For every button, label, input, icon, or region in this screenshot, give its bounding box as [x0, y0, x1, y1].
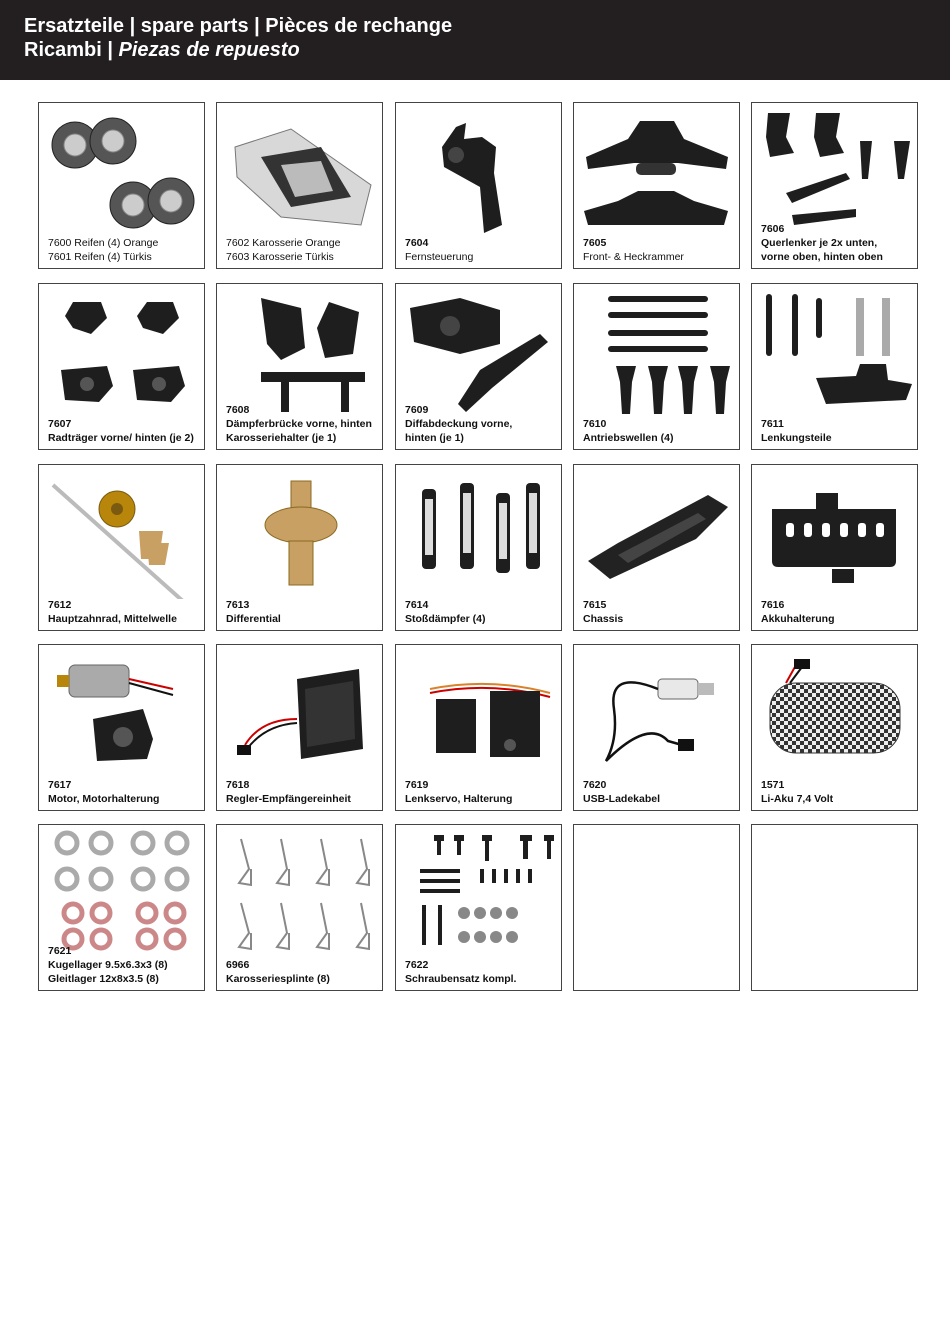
part-label: 6966 — [226, 959, 250, 971]
part-label: 7605 — [583, 237, 607, 249]
part-label: 7611 — [761, 418, 784, 430]
part-desc: Motor, Motorhalterung — [48, 793, 160, 805]
part-card-7607 — [38, 283, 205, 450]
main-gear-icon — [43, 469, 200, 599]
part-desc: Kugellager 9.5x6.3x3 (8) — [48, 959, 168, 971]
part-desc: Querlenker je 2x unten, — [761, 237, 878, 249]
part-desc: Hauptzahnrad, Mittelwelle — [48, 613, 177, 625]
part-label: 1571 — [761, 779, 785, 791]
part-desc: Regler-Empfängereinheit — [226, 793, 351, 805]
part-card-7617 — [38, 644, 205, 811]
motor-icon — [43, 649, 200, 779]
part-label: 7622 — [405, 959, 429, 971]
part-desc: Karosseriesplinte (8) — [226, 973, 330, 985]
part-card-7609 — [395, 283, 562, 450]
header-title-line2 — [24, 39, 300, 62]
part-label: 7609 — [405, 404, 429, 416]
part-desc: Dämpferbrücke vorne, hinten — [226, 418, 372, 430]
part-desc: Lenkungsteile — [761, 432, 832, 444]
part-card-7611 — [751, 283, 918, 450]
part-label: 7621 — [48, 945, 72, 957]
part-label: 7604 — [405, 237, 429, 249]
part-card-7616 — [751, 464, 918, 631]
part-card-7621 — [38, 824, 205, 991]
part-desc-2: Karosseriehalter (je 1) — [226, 432, 337, 444]
part-desc: Antriebswellen (4) — [583, 432, 674, 444]
diff-cover-icon — [400, 288, 557, 418]
part-card-7622 — [395, 824, 562, 991]
empty-card — [751, 824, 918, 991]
part-desc: Akkuhalterung — [761, 613, 835, 625]
part-label: 7602 Karosserie Orange — [226, 237, 341, 249]
bearings-icon — [43, 829, 200, 959]
header-title-line1: Ersatzteile | spare parts | Pièces de rechange — [24, 15, 453, 37]
part-label: 7616 — [761, 599, 785, 611]
part-label: 7619 — [405, 779, 429, 791]
part-card-7604 — [395, 102, 562, 269]
part-label: 7613 — [226, 599, 250, 611]
part-card-1571 — [751, 644, 918, 811]
steering-parts-icon — [756, 288, 913, 418]
part-card-7605 — [573, 102, 740, 269]
part-label: 7618 — [226, 779, 250, 791]
screw-set-icon — [400, 829, 557, 959]
body-shell-icon — [221, 107, 378, 237]
part-card-7600 — [38, 102, 205, 269]
wheels-icon — [43, 107, 200, 237]
battery-holder-icon — [756, 469, 913, 599]
part-label: 7614 — [405, 599, 429, 611]
part-card-7606 — [751, 102, 918, 269]
part-card-7620 — [573, 644, 740, 811]
part-desc: USB-Ladekabel — [583, 793, 661, 805]
part-desc: Radträger vorne/ hinten (je 2) — [48, 432, 194, 444]
part-label: 7600 Reifen (4) Orange — [48, 237, 159, 249]
shock-absorber-icon — [400, 469, 557, 599]
drive-shaft-icon — [578, 288, 735, 418]
part-desc: Front- & Heckrammer — [583, 251, 684, 263]
battery-pack-icon — [756, 649, 913, 779]
part-desc: Diffabdeckung vorne, — [405, 418, 513, 430]
part-card-7619 — [395, 644, 562, 811]
part-label: 7607 — [48, 418, 72, 430]
part-card-7618 — [216, 644, 383, 811]
part-desc-2: hinten (je 1) — [405, 432, 464, 444]
part-label: 7615 — [583, 599, 607, 611]
shock-tower-icon — [221, 288, 378, 418]
differential-icon — [221, 469, 378, 599]
part-card-7608 — [216, 283, 383, 450]
part-label: 7608 — [226, 404, 250, 416]
part-label: 7617 — [48, 779, 72, 791]
part-card-7613 — [216, 464, 383, 631]
suspension-arm-icon — [756, 107, 913, 237]
body-clip-icon — [221, 829, 378, 959]
part-card-7602 — [216, 102, 383, 269]
part-desc: Differential — [226, 613, 281, 625]
part-label: 7620 — [583, 779, 607, 791]
part-desc: Stoßdämpfer (4) — [405, 613, 486, 625]
header-title-line2-b: Piezas de repuesto — [118, 39, 300, 61]
part-desc: Li-Aku 7,4 Volt — [761, 793, 834, 805]
part-desc: 7603 Karosserie Türkis — [226, 251, 334, 263]
part-card-6966 — [216, 824, 383, 991]
part-label: 7612 — [48, 599, 72, 611]
bumper-icon — [578, 107, 735, 237]
part-card-7610 — [573, 283, 740, 450]
empty-card — [573, 824, 740, 991]
usb-cable-icon — [578, 649, 735, 779]
part-desc: 7601 Reifen (4) Türkis — [48, 251, 152, 263]
part-desc: Chassis — [583, 613, 624, 625]
part-desc-2: Gleitlager 12x8x3.5 (8) — [48, 973, 159, 985]
part-desc-2: vorne oben, hinten oben — [761, 251, 883, 263]
chassis-icon — [578, 469, 735, 599]
transmitter-icon — [400, 107, 557, 237]
page-header — [0, 0, 950, 80]
part-desc: Fernsteuerung — [405, 251, 474, 263]
receiver-esc-icon — [221, 649, 378, 779]
part-label: 7606 — [761, 223, 785, 235]
part-desc: Schraubensatz kompl. — [405, 973, 517, 985]
header-title-line2-a: Ricambi | — [24, 39, 119, 61]
part-card-7615 — [573, 464, 740, 631]
part-card-7612 — [38, 464, 205, 631]
servo-icon — [400, 649, 557, 779]
hub-carrier-icon — [43, 288, 200, 418]
part-label: 7610 — [583, 418, 607, 430]
part-desc: Lenkservo, Halterung — [405, 793, 513, 805]
part-card-7614 — [395, 464, 562, 631]
